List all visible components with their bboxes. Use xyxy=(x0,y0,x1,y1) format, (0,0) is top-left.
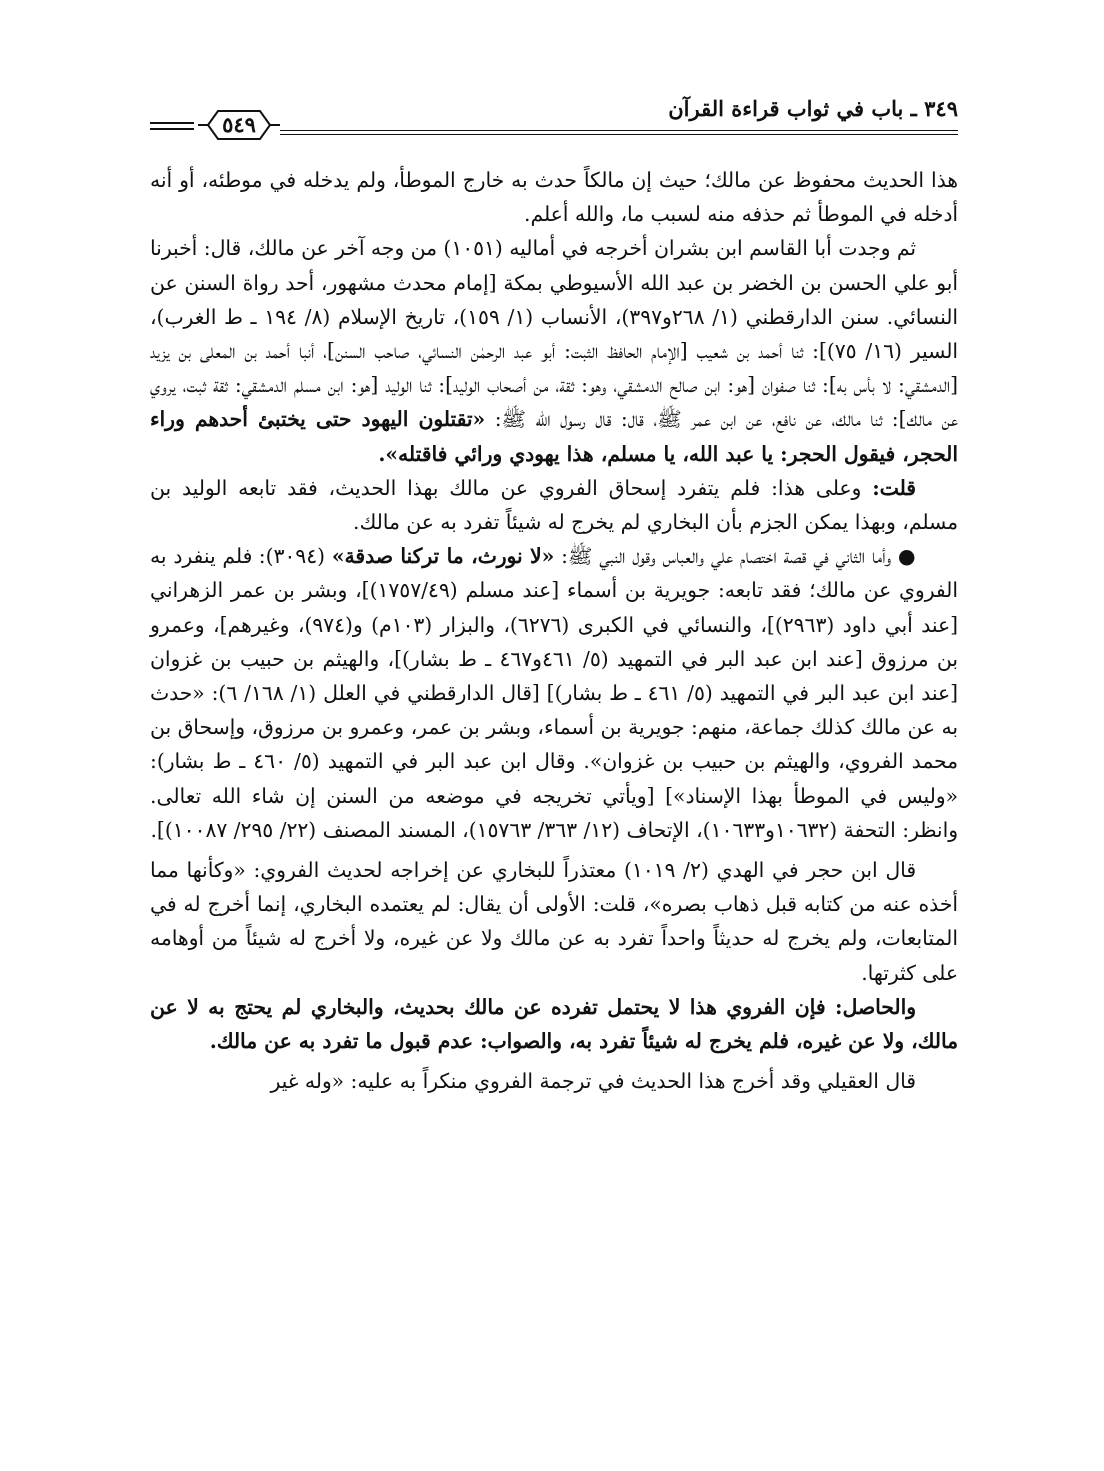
left-rule xyxy=(150,122,194,124)
paragraph-4 xyxy=(150,539,958,847)
paragraph-3-lead: قلت: xyxy=(872,475,916,500)
left-rule-double xyxy=(150,128,194,130)
paragraph-5: قال ابن حجر في الهدي (٢/ ١٠١٩) معتذراً للبخاري عن إخراجه لحديث الفروي: «وكأنها مما أخذه عنه من كتابه قبل ذهاب بصره»، قلت: الأولى أن يقال: لم يعتمده البخاري، إنما أخرج له في المتابعات، ولم يخرج له حديثاً واحداً تفرد به عن مالك ولا عن غيره، ولا أخرج له شيئاً من أوهامه على كثرتها. xyxy=(150,858,958,985)
page-body xyxy=(150,163,958,1098)
paragraph-6 xyxy=(150,990,958,1058)
paragraph-1: هذا الحديث محفوظ عن مالك؛ حيث إن مالكاً حدث به خارج الموطأ، ولم يدخله في موطئه، أو أنه أدخله في الموطأ ثم حذفه منه لسبب ما، والله أعلم. xyxy=(150,168,958,227)
paragraph-2-text: ثم وجدت أبا القاسم ابن بشران أخرجه في أماليه (١٠٥١) من وجه آخر عن مالك، قال: أخبرنا أبو علي الحسن بن الخضر بن عبد الله الأسيوطي بمكة [إمام محدث مشهور، أحد رواة السنن عن النسائي. سنن الدارقطني (١/ ٢٦٨و٣٩٧)، الأنساب (١/ ١٥٩)، تاريخ الإسلام (٨/ ١٩٤ ـ ط الغرب)، السير (١٦/ ٧٥)]: ثنا أحمد بن شعيب [الإمام الحافظ الثبت: أبو عبد الرحمٰن النسائي، صاحب السنن]، أنبا أحمد بن المعلى بن يزيد [الدمشقي: لا بأس به]: ثنا صفوان [هو: ابن صالح الدمشقي، وهو: ثقة، من أصحاب الوليد]: ثنا الوليد [هو: ابن مسلم الدمشقي: ثقة ثبت، يروي عن مالك]: ثنا مالك، عن نافع، عن ابن عمر ﷺ، قال: قال رسول الله ﷺ: xyxy=(150,236,959,432)
paragraph-6-conclusion: والحاصل: فإن الفروي هذا لا يحتمل تفرده عن مالك بحديث، والبخاري لم يحتج به لا عن مالك، ولا عن غيره، فلم يخرج له شيئاً تفرد به، والصواب: عدم قبول ما تفرد به عن مالك. xyxy=(150,994,958,1054)
header-rule xyxy=(280,130,958,131)
paragraph-4-text-b: (٣٠٩٤): فلم ينفرد به الفروي عن مالك؛ فقد تابعه: جويرية بن أسماء [عند مسلم (١٧٥٧/٤٩)]، وبشر بن عمر الزهراني [عند أبي داود (٢٩٦٣)]، والنسائي في الكبرى (٦٢٧٦)، والبزار (١٠٣م) و(٩٧٤)، وغيرهم]، وعمرو بن مرزوق [عند ابن عبد البر في التمهيد (٥/ ٤٦١و٤٦٧ ـ ط بشار)]، والهيثم بن حبيب بن غزوان [عند ابن عبد البر في التمهيد (٥/ ٤٦١ ـ ط بشار)] [قال الدارقطني في العلل (١/ ١٦٨/ ٦): «حدث به عن مالك كذلك جماعة، منهم: جويرية بن أسماء، وبشر بن عمر، وعمرو بن مرزوق، وإسحاق بن محمد الفروي، والهيثم بن حبيب بن غزوان». وقال ابن عبد البر في التمهيد (٥/ ٤٦٠ ـ ط بشار): «وليس في الموطأ بهذا الإسناد»] [ويأتي تخريجه في موضعه من السنن إن شاء الله تعالى. وانظر: التحفة (١٠٦٣٢و١٠٦٣٣)، الإتحاف (١٢/ ٣٦٣/ ١٥٧٦٣)، المسند المصنف (٢٢/ ٢٩٥/ ١٠٠٨٧)]. xyxy=(150,544,959,842)
paragraph-3-text: وعلى هذا: فلم يتفرد إسحاق الفروي عن مالك بهذا الحديث، فقد تابعه الوليد بن مسلم، وبهذا يمكن الجزم بأن البخاري لم يخرج له شيئاً تفرد به عن مالك. xyxy=(150,475,958,535)
page-number: ٥٤٩ xyxy=(222,112,256,137)
paragraph-2-hadith: «تقتلون اليهود حتى يختبئ أحدهم وراء الحجر، فيقول الحجر: يا عبد الله، يا مسلم، هذا يهودي ورائي فاقتله». xyxy=(150,407,958,466)
page-title: ٣٤٩ ـ باب في ثواب قراءة القرآن xyxy=(668,96,958,121)
paragraph-4-hadith: «لا نورث، ما تركنا صدقة» xyxy=(331,544,555,569)
page-number-badge xyxy=(198,108,280,142)
paragraph-7: قال العقيلي وقد أخرج هذا الحديث في ترجمة الفروي منكراً به عليه: «وله غير xyxy=(270,1069,916,1094)
paragraph-3 xyxy=(150,471,958,539)
paragraph-4-text-a: ● وأما الثاني في قصة اختصام علي والعباس وقول النبي ﷺ: xyxy=(554,544,916,569)
header-rule-double xyxy=(280,134,958,135)
paragraph-2 xyxy=(150,231,958,470)
page-header xyxy=(150,92,958,142)
